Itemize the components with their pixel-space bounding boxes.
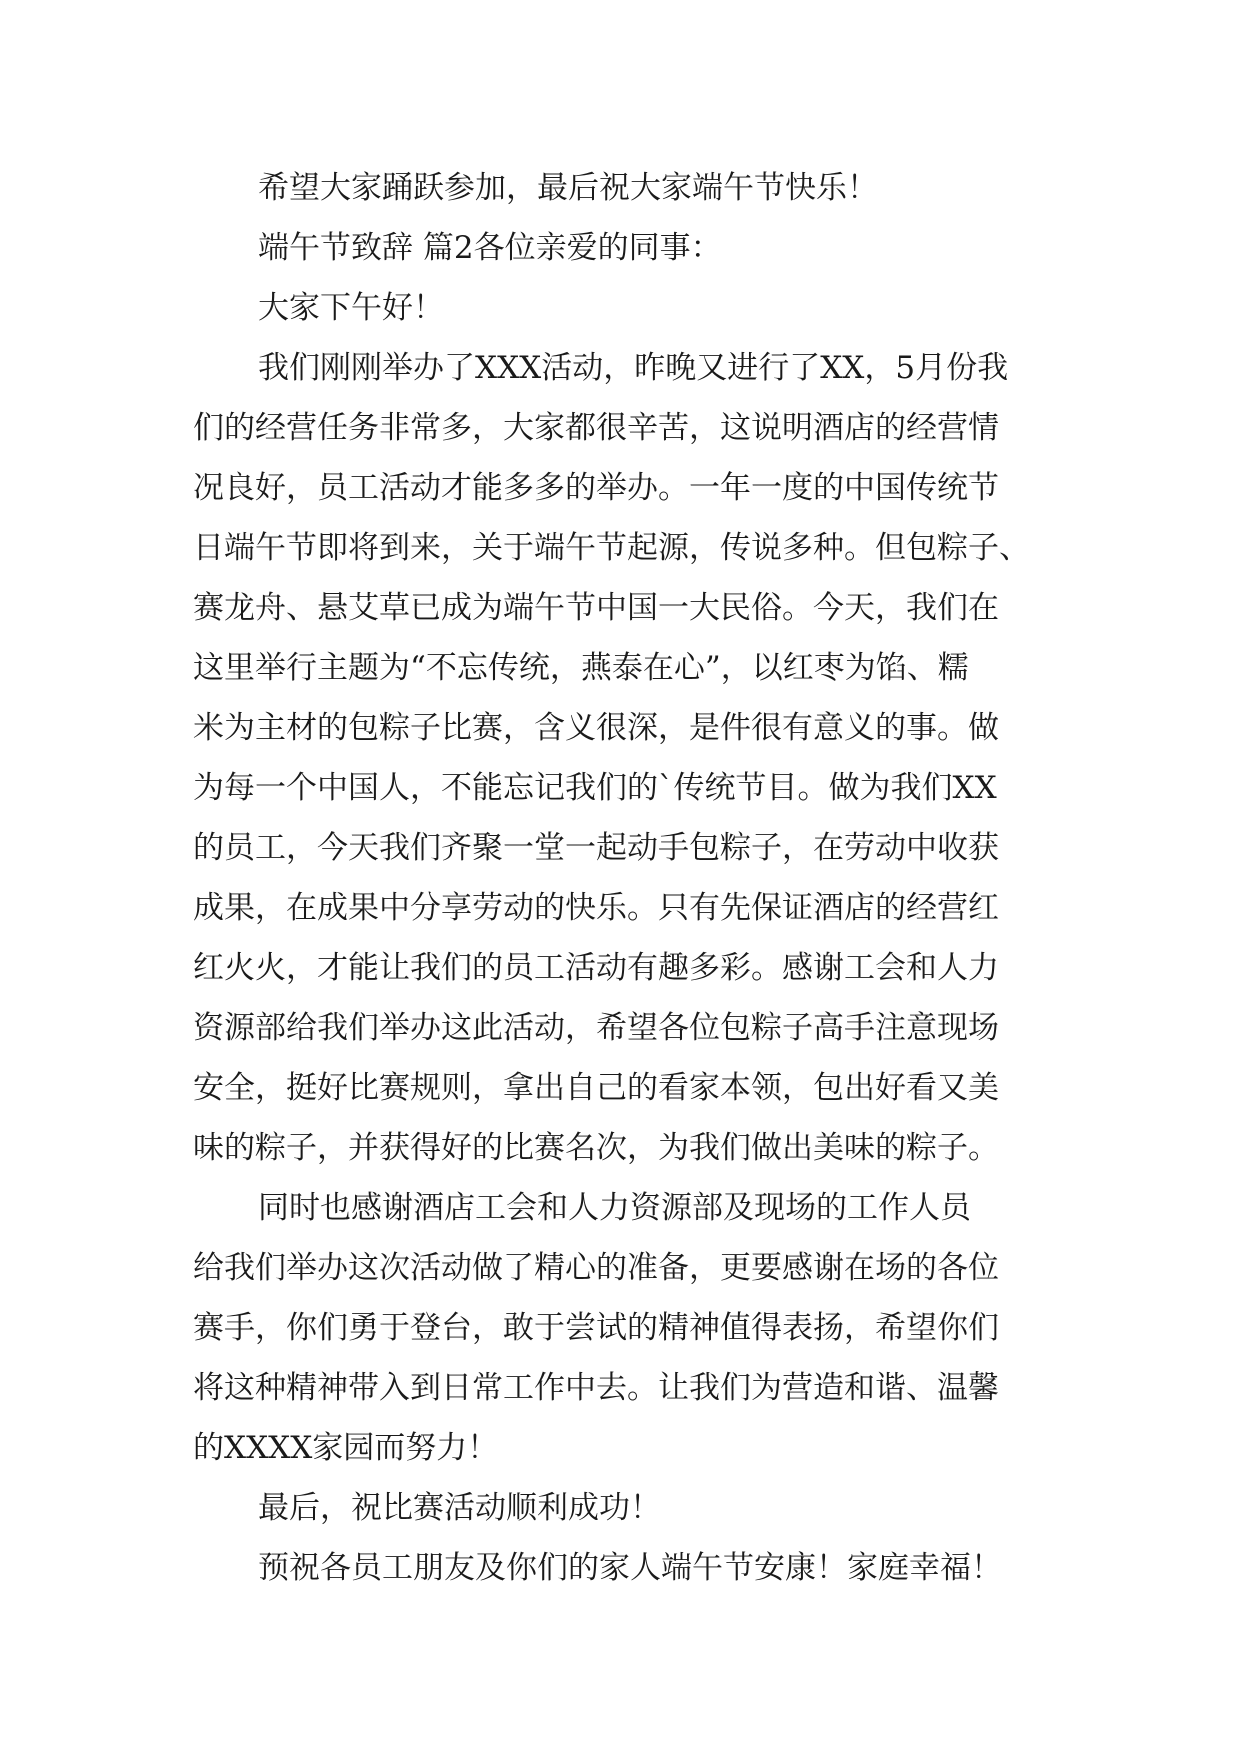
paragraph-line: 的员工，今天我们齐聚一堂一起动手包粽子，在劳动中收获 <box>193 830 999 866</box>
closing-wish-line: 希望大家踊跃参加，最后祝大家端午节快乐！ <box>258 170 878 206</box>
paragraph-line: 资源部给我们举办这此活动，希望各位包粽子高手注意现场 <box>193 1010 999 1046</box>
paragraph-line: 赛龙舟、悬艾草已成为端午节中国一大民俗。今天，我们在 <box>193 590 999 626</box>
paragraph-line: 味的粽子，并获得好的比赛名次，为我们做出美味的粽子。 <box>193 1130 999 1166</box>
paragraph-line: 们的经营任务非常多，大家都很辛苦，这说明酒店的经营情 <box>193 410 999 446</box>
paragraph-line: 成果，在成果中分享劳动的快乐。只有先保证酒店的经营红 <box>193 890 999 926</box>
paragraph-line: 同时也感谢酒店工会和人力资源部及现场的工作人员 <box>258 1190 971 1226</box>
paragraph-line: 给我们举办这次活动做了精心的准备，更要感谢在场的各位 <box>193 1250 999 1286</box>
paragraph-line: 赛手，你们勇于登台，敢于尝试的精神值得表扬，希望你们 <box>193 1310 999 1346</box>
paragraph-line: 为每一个中国人，不能忘记我们的`传统节目。做为我们XX <box>193 770 997 806</box>
paragraph-line: 我们刚刚举办了XXX活动，昨晚又进行了XX，5月份我 <box>258 350 1009 386</box>
paragraph-line: 红火火，才能让我们的员工活动有趣多彩。感谢工会和人力 <box>193 950 999 986</box>
paragraph-line: 日端午节即将到来，关于端午节起源，传说多种。但包粽子、 <box>193 530 1030 566</box>
greeting-line: 大家下午好！ <box>258 290 444 326</box>
final-wish-line: 预祝各员工朋友及你们的家人端午节安康！家庭幸福！ <box>258 1550 1002 1586</box>
paragraph-line: 这里举行主题为“不忘传统，燕泰在心”，以红枣为馅、糯 <box>193 650 969 686</box>
paragraph-line: 米为主材的包粽子比赛，含义很深，是件很有意义的事。做 <box>193 710 999 746</box>
paragraph-line: 的XXXX家园而努力！ <box>193 1430 499 1466</box>
closing-line: 最后，祝比赛活动顺利成功！ <box>258 1490 661 1526</box>
paragraph-line: 安全，挺好比赛规则，拿出自己的看家本领，包出好看又美 <box>193 1070 999 1106</box>
paragraph-line: 况良好，员工活动才能多多的举办。一年一度的中国传统节 <box>193 470 999 506</box>
paragraph-line: 将这种精神带入到日常工作中去。让我们为营造和谐、温馨 <box>193 1370 999 1406</box>
section-heading-line: 端午节致辞 篇2各位亲爱的同事： <box>258 230 722 266</box>
